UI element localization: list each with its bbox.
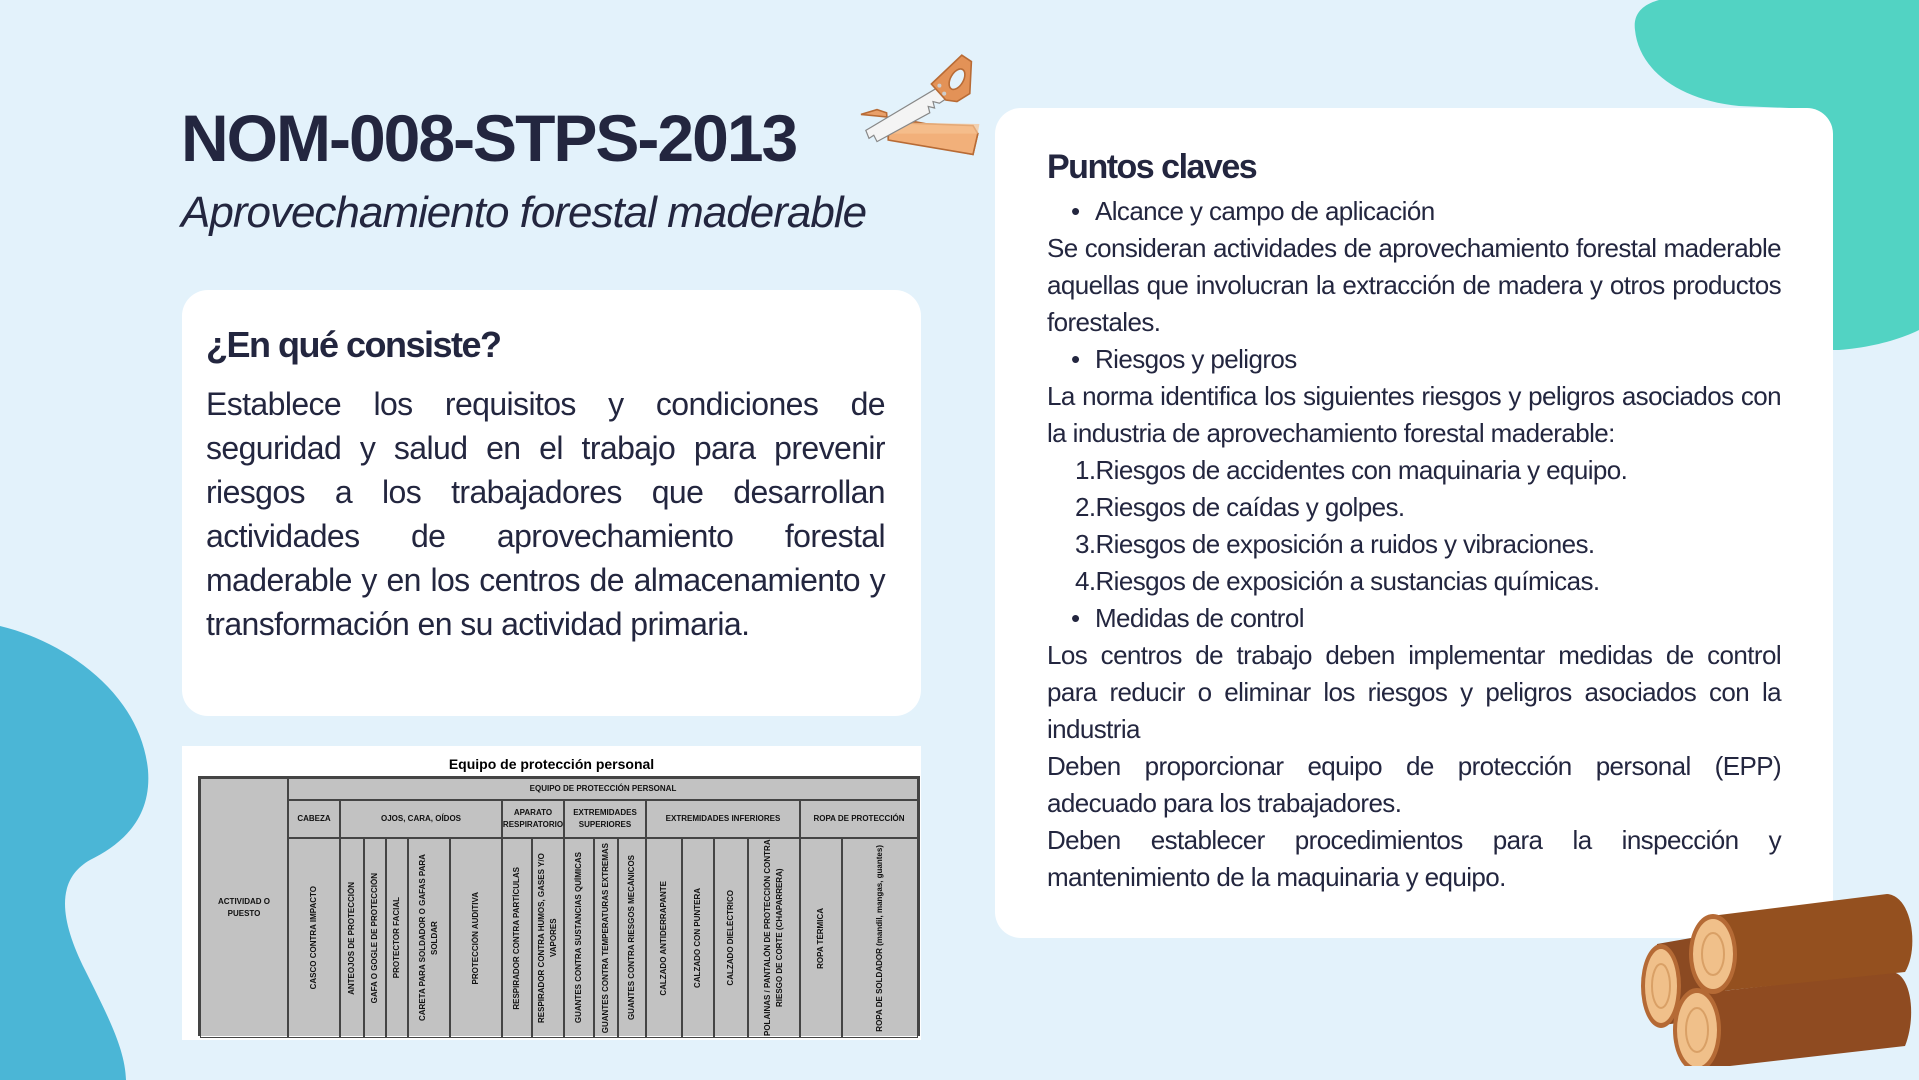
bullet-item: • Riesgos y peligros — [1047, 341, 1781, 378]
key-points-card — [995, 108, 1833, 938]
risk-list-item: 2.Riesgos de caídas y golpes. — [1075, 492, 1405, 522]
epp-item-cell: CALZADO CON PUNTERA — [682, 838, 714, 1038]
epp-item-cell: RESPIRADOR CONTRA HUMOS, GASES Y/O VAPORES — [532, 838, 564, 1038]
page-subtitle: Aprovechamiento forestal maderable — [181, 188, 867, 237]
saw-wood-icon — [845, 38, 1005, 178]
epp-table-image — [182, 746, 921, 1040]
what-is-it-card — [182, 290, 921, 716]
epp-item-cell: ROPA TÉRMICA — [800, 838, 842, 1038]
control-paragraph: Deben establecer procedimientos para la inspección y mantenimiento de la maquinaria y equipo. — [1047, 825, 1781, 892]
epp-table — [198, 776, 920, 1036]
risk-list-item: 3.Riesgos de exposición a ruidos y vibraciones. — [1075, 529, 1595, 559]
bullet-dot-icon: • — [1071, 603, 1080, 633]
bullet-item: • Alcance y campo de aplicación — [1047, 193, 1781, 230]
row-header-cell: ACTIVIDAD O PUESTO — [200, 778, 288, 1038]
epp-item-cell: CALZADO DIELÉCTRICO — [714, 838, 748, 1038]
epp-item-cell: ROPA DE SOLDADOR (mandil, mangas, guantes) — [842, 838, 918, 1038]
group-header: APARATO RESPIRATORIO — [502, 800, 564, 838]
risk-list-item: 4.Riesgos de exposición a sustancias químicas. — [1075, 566, 1600, 596]
epp-item-cell: ANTEOJOS DE PROTECCIÓN — [340, 838, 364, 1038]
group-header: EXTREMIDADES SUPERIORES — [564, 800, 646, 838]
bullet-dot-icon: • — [1071, 344, 1080, 374]
epp-item-cell: CARETA PARA SOLDADOR O GAFAS PARA SOLDAR — [408, 838, 450, 1038]
group-header: ROPA DE PROTECCIÓN — [800, 800, 918, 838]
epp-item-cell: RESPIRADOR CONTRA PARTÍCULAS — [502, 838, 532, 1038]
control-paragraph: Los centros de trabajo deben implementar medidas de control para reducir o eliminar los riesgos y peligros asociados con la industria — [1047, 640, 1781, 744]
key-points-heading: Puntos claves — [1047, 148, 1257, 186]
epp-item-cell: CALZADO ANTIDERRAPANTE — [646, 838, 682, 1038]
group-header: EXTREMIDADES INFERIORES — [646, 800, 800, 838]
bullet-item: • Medidas de control — [1047, 600, 1781, 637]
epp-item-cell: GUANTES CONTRA TEMPERATURAS EXTREMAS — [594, 838, 618, 1038]
super-header-cell: EQUIPO DE PROTECCIÓN PERSONAL — [288, 778, 918, 800]
page-title: NOM-008-STPS-2013 — [181, 101, 797, 175]
epp-item-cell: POLAINAS / PANTALÓN DE PROTECCIÓN CONTRA RIESGO DE CORTE (CHAPARRERA) — [748, 838, 800, 1038]
risks-paragraph: La norma identifica los siguientes riesgos y peligros asociados con la industria de aprovechamiento forestal maderable: — [1047, 381, 1781, 448]
epp-item-cell: CASCO CONTRA IMPACTO — [288, 838, 340, 1038]
group-header: OJOS, CARA, OÍDOS — [340, 800, 502, 838]
bullet-dot-icon: • — [1071, 196, 1080, 226]
group-header: CABEZA — [288, 800, 340, 838]
what-is-it-heading: ¿En qué consiste? — [206, 324, 501, 365]
epp-item-cell: GAFA O GOGLE DE PROTECCIÓN — [364, 838, 386, 1038]
logs-icon — [1635, 876, 1919, 1066]
risk-list-item: 1.Riesgos de accidentes con maquinaria y equipo. — [1075, 455, 1628, 485]
epp-item-cell: GUANTES CONTRA RIESGOS MECÁNICOS — [618, 838, 646, 1038]
epp-table-title: Equipo de protección personal — [448, 756, 655, 772]
epp-item-cell: PROTECCIÓN AUDITIVA — [450, 838, 502, 1038]
control-paragraph: Deben proporcionar equipo de protección personal (EPP) adecuado para los trabajadores. — [1047, 751, 1781, 818]
key-points-content — [1047, 193, 1781, 896]
scope-paragraph: Se consideran actividades de aprovechamiento forestal maderable aquellas que involucran la extracción de madera y otros productos forestales. — [1047, 233, 1781, 337]
epp-item-cell: GUANTES CONTRA SUSTANCIAS QUÍMICAS — [564, 838, 594, 1038]
epp-item-cell: PROTECTOR FACIAL — [386, 838, 408, 1038]
blue-blob-decoration — [0, 600, 150, 1080]
what-is-it-body: Establece los requisitos y condiciones de seguridad y salud en el trabajo para prevenir riesgos a los trabajadores que desarrollan actividades de aprovechamiento forestal maderable y en los centros de almacenamiento y transformación en su actividad primaria. — [206, 386, 885, 642]
